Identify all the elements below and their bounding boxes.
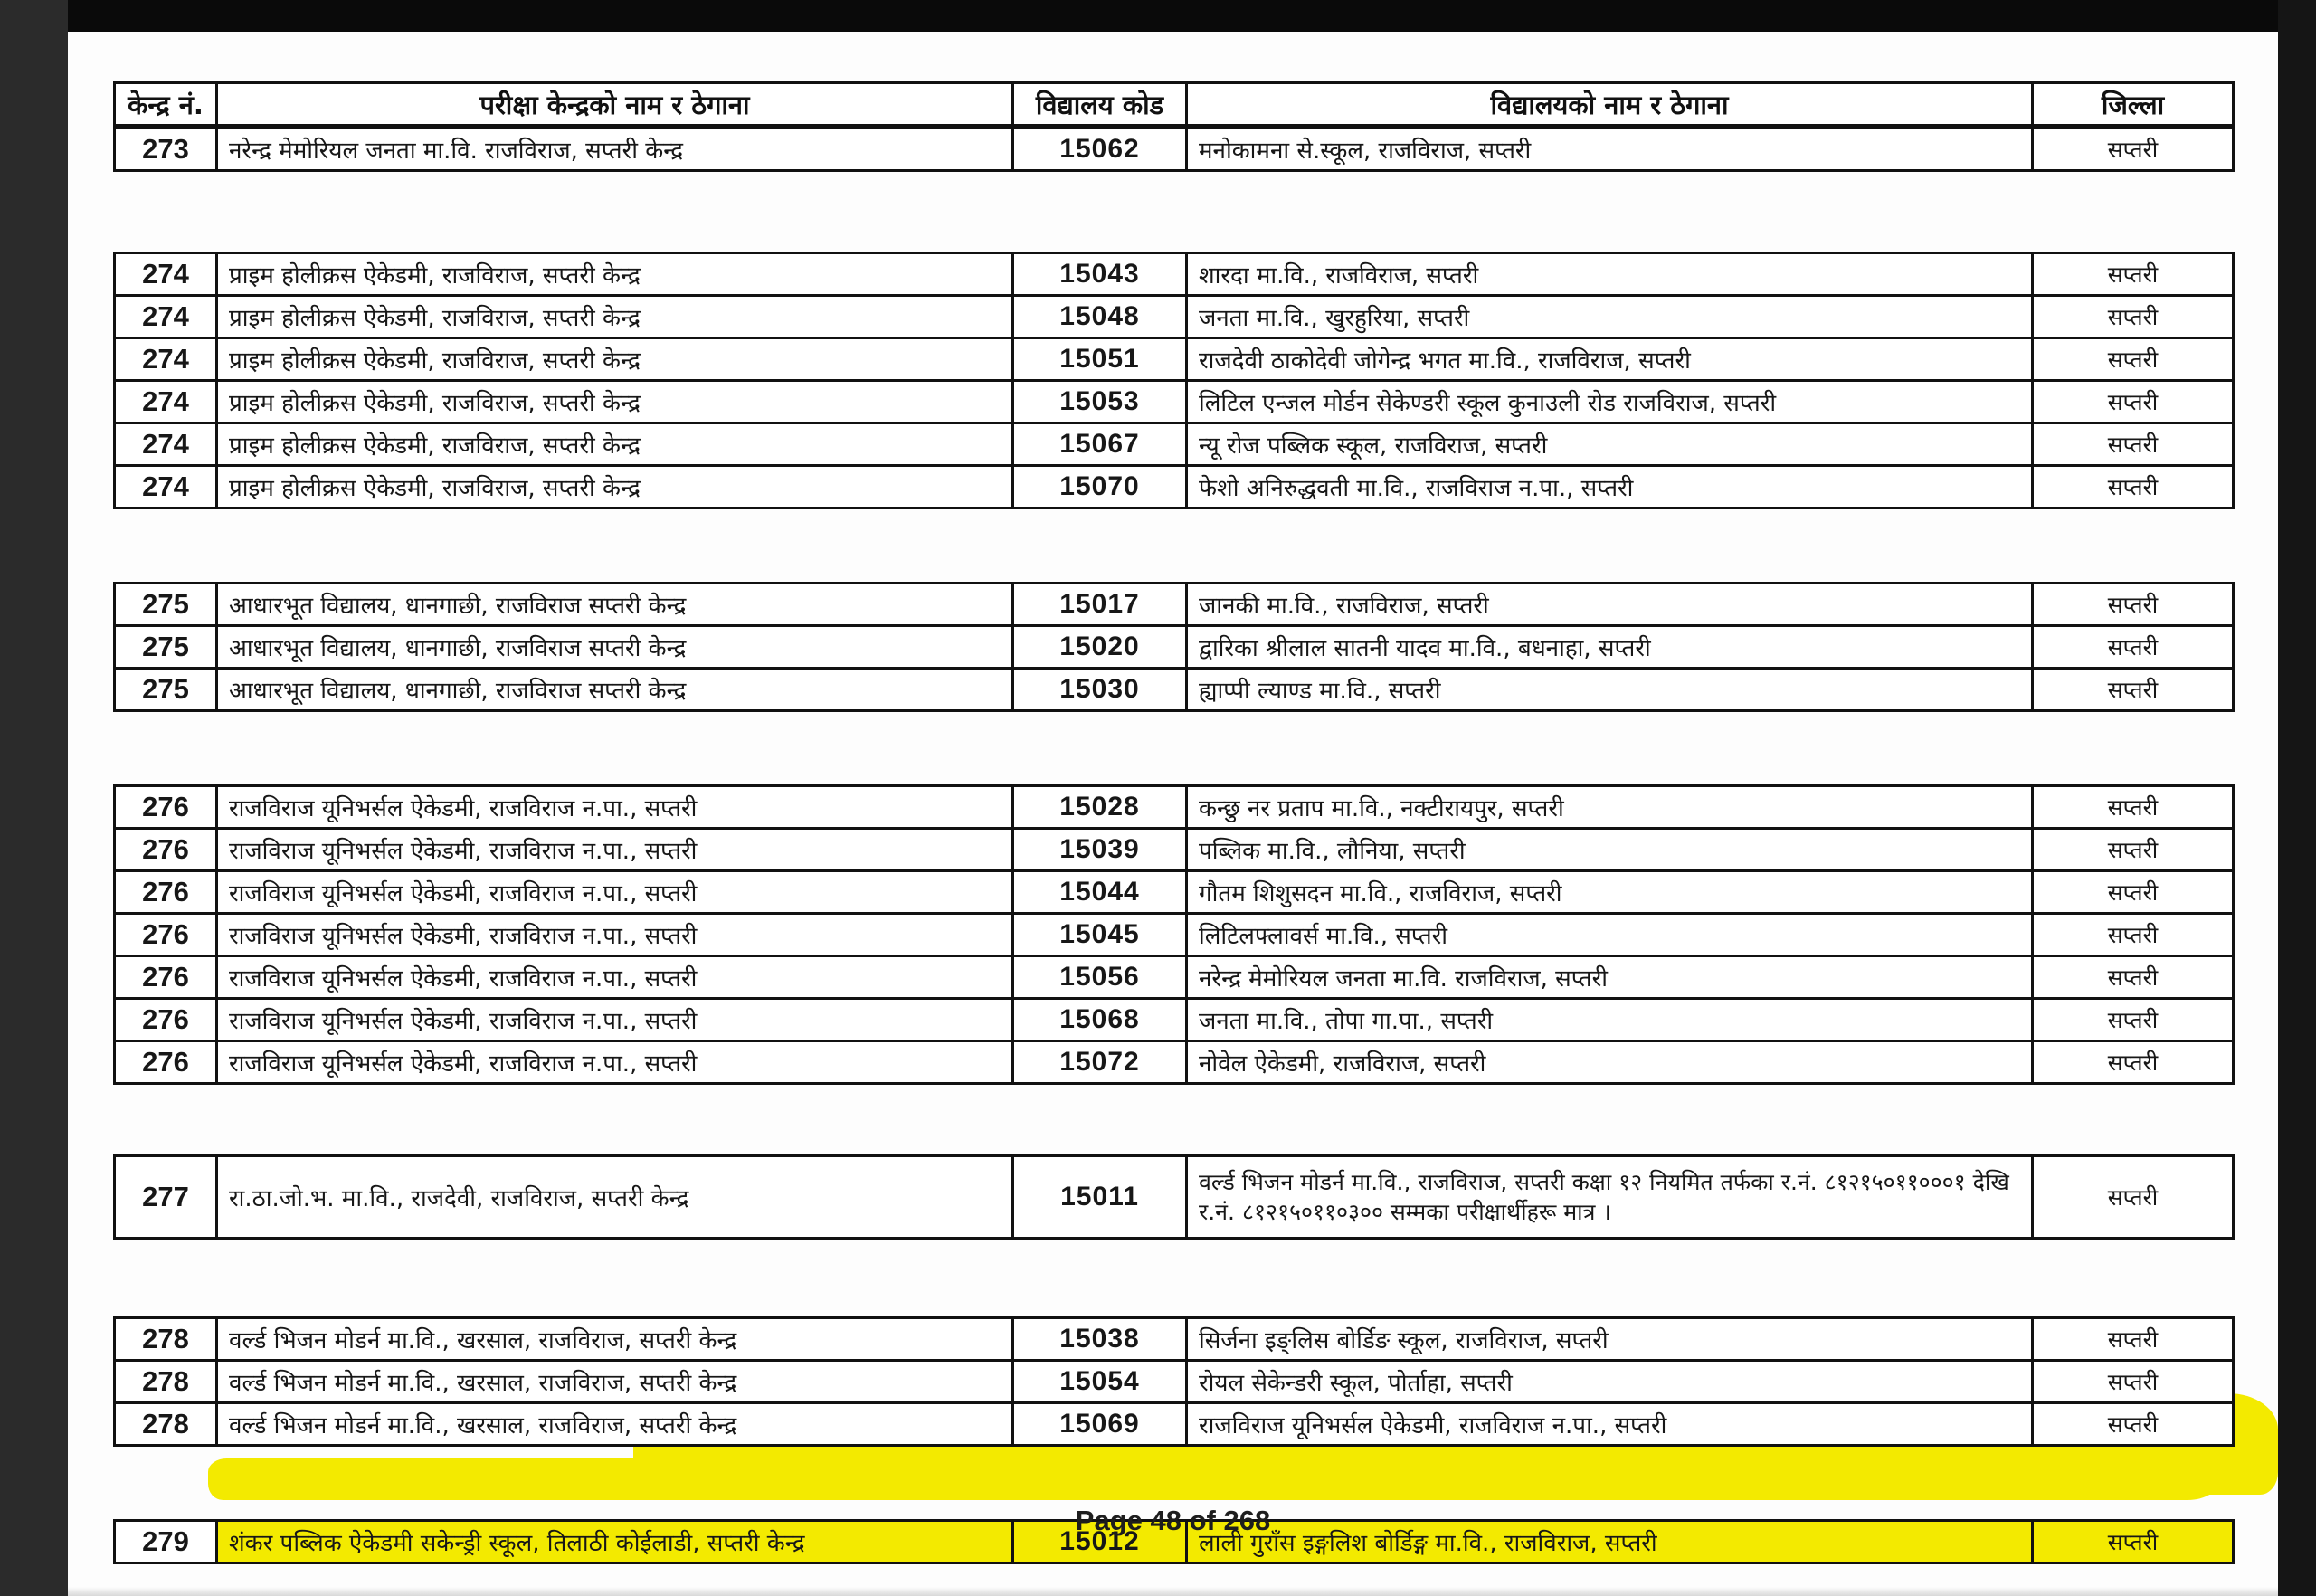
- table-row: [115, 786, 2234, 829]
- district-cell: सप्तरी: [2033, 999, 2234, 1041]
- center-no-cell: 276: [115, 956, 217, 999]
- center-no-cell: 276: [115, 871, 217, 914]
- school-name-cell: मनोकामना से.स्कूल, राजविराज, सप्तरी: [1187, 128, 2033, 171]
- district-cell: सप्तरी: [2033, 128, 2234, 171]
- table-row: [115, 626, 2234, 669]
- center-no-cell: 278: [115, 1361, 217, 1403]
- school-code-cell: 15043: [1013, 253, 1187, 296]
- center-no-cell: 275: [115, 584, 217, 626]
- table-row: [115, 381, 2234, 423]
- district-cell: सप्तरी: [2033, 829, 2234, 871]
- exam-center-cell: नरेन्द्र मेमोरियल जनता मा.वि. राजविराज, सप्तरी केन्द्र: [217, 128, 1013, 171]
- school-code-cell: 15068: [1013, 999, 1187, 1041]
- school-name-cell: जनता मा.वि., खुरहुरिया, सप्तरी: [1187, 296, 2033, 338]
- document-page: [68, 32, 2278, 1596]
- school-name-cell: राजदेवी ठाकोदेवी जोगेन्द्र भगत मा.वि., राजविराज, सप्तरी: [1187, 338, 2033, 381]
- exam-center-cell: आधारभूत विद्यालय, धानगाछी, राजविराज सप्तरी केन्द्र: [217, 626, 1013, 669]
- center-group-276: [113, 784, 2235, 1085]
- school-code-cell: 15028: [1013, 786, 1187, 829]
- school-code-cell: 15053: [1013, 381, 1187, 423]
- school-name-cell: लिटिल एन्जल मोर्डन सेकेण्डरी स्कूल कुनाउली रोड राजविराज, सप्तरी: [1187, 381, 2033, 423]
- table-row: [115, 584, 2234, 626]
- exam-center-cell: वर्ल्ड भिजन मोडर्न मा.वि., खरसाल, राजविराज, सप्तरी केन्द्र: [217, 1403, 1013, 1446]
- district-cell: सप्तरी: [2033, 381, 2234, 423]
- district-cell: सप्तरी: [2033, 871, 2234, 914]
- district-cell: सप्तरी: [2033, 1041, 2234, 1084]
- exam-center-cell: राजविराज यूनिभर्सल ऐकेडमी, राजविराज न.पा., सप्तरी: [217, 999, 1013, 1041]
- table-row: [115, 669, 2234, 711]
- district-cell: सप्तरी: [2033, 1521, 2234, 1563]
- center-no-cell: 274: [115, 338, 217, 381]
- school-name-cell: द्वारिका श्रीलाल सातनी यादव मा.वि., बधनाहा, सप्तरी: [1187, 626, 2033, 669]
- center-group-275: [113, 582, 2235, 712]
- center-no-cell: 274: [115, 423, 217, 466]
- school-name-cell: फेशो अनिरुद्धवती मा.वि., राजविराज न.पा., सप्तरी: [1187, 466, 2033, 508]
- school-name-cell: ह्याप्पी ल्याण्ड मा.वि., सप्तरी: [1187, 669, 2033, 711]
- table-row: [115, 1361, 2234, 1403]
- school-name-cell: नोवेल ऐकेडमी, राजविराज, सप्तरी: [1187, 1041, 2033, 1084]
- center-no-cell: 276: [115, 829, 217, 871]
- table-body-groups: [113, 127, 2235, 1564]
- school-code-cell: 15045: [1013, 914, 1187, 956]
- school-name-cell: राजविराज यूनिभर्सल ऐकेडमी, राजविराज न.पा., सप्तरी: [1187, 1403, 2033, 1446]
- district-cell: सप्तरी: [2033, 786, 2234, 829]
- district-cell: सप्तरी: [2033, 296, 2234, 338]
- school-code-cell: 15070: [1013, 466, 1187, 508]
- school-name-cell: रोयल सेकेन्डरी स्कूल, पोर्ताहा, सप्तरी: [1187, 1361, 2033, 1403]
- center-no-cell: 274: [115, 296, 217, 338]
- district-cell: सप्तरी: [2033, 1156, 2234, 1239]
- column-header-school-name: विद्यालयको नाम र ठेगाना: [1187, 83, 2033, 126]
- center-no-cell: 277: [115, 1156, 217, 1239]
- table-row: [115, 956, 2234, 999]
- exam-center-cell: राजविराज यूनिभर्सल ऐकेडमी, राजविराज न.पा., सप्तरी: [217, 914, 1013, 956]
- viewer-left-frame: [0, 0, 68, 1596]
- center-no-cell: 275: [115, 669, 217, 711]
- school-name-cell: कन्छु नर प्रताप मा.वि., नक्टीरायपुर, सप्तरी: [1187, 786, 2033, 829]
- school-code-cell: 15012: [1013, 1521, 1187, 1563]
- center-no-cell: 276: [115, 914, 217, 956]
- center-no-cell: 279: [115, 1521, 217, 1563]
- column-header-district: जिल्ला: [2033, 83, 2234, 126]
- district-cell: सप्तरी: [2033, 253, 2234, 296]
- column-header-school-code: विद्यालय कोड: [1013, 83, 1187, 126]
- table-row: [115, 338, 2234, 381]
- school-code-cell: 15051: [1013, 338, 1187, 381]
- table-row: [115, 1156, 2234, 1239]
- exam-center-cell: राजविराज यूनिभर्सल ऐकेडमी, राजविराज न.पा., सप्तरी: [217, 829, 1013, 871]
- school-name-cell: लिटिलफ्लावर्स मा.वि., सप्तरी: [1187, 914, 2033, 956]
- table-row: [115, 128, 2234, 171]
- table-row: [115, 423, 2234, 466]
- school-name-cell: शारदा मा.वि., राजविराज, सप्तरी: [1187, 253, 2033, 296]
- school-name-cell: सिर्जना इङ्लिस बोर्डिङ स्कूल, राजविराज, सप्तरी: [1187, 1318, 2033, 1361]
- exam-center-cell: प्राइम होलीक्रस ऐकेडमी, राजविराज, सप्तरी केन्द्र: [217, 381, 1013, 423]
- center-no-cell: 276: [115, 786, 217, 829]
- table-row: [115, 914, 2234, 956]
- exam-center-cell: प्राइम होलीक्रस ऐकेडमी, राजविराज, सप्तरी केन्द्र: [217, 466, 1013, 508]
- exam-center-cell: वर्ल्ड भिजन मोडर्न मा.वि., खरसाल, राजविराज, सप्तरी केन्द्र: [217, 1318, 1013, 1361]
- table-row: [115, 1318, 2234, 1361]
- school-name-cell: जनता मा.वि., तोपा गा.पा., सप्तरी: [1187, 999, 2033, 1041]
- table-row: [115, 829, 2234, 871]
- center-group-274: [113, 252, 2235, 509]
- exam-center-cell: प्राइम होलीक्रस ऐकेडमी, राजविराज, सप्तरी केन्द्र: [217, 423, 1013, 466]
- school-code-cell: 15039: [1013, 829, 1187, 871]
- district-cell: सप्तरी: [2033, 1318, 2234, 1361]
- exam-center-cell: प्राइम होलीक्रस ऐकेडमी, राजविराज, सप्तरी केन्द्र: [217, 296, 1013, 338]
- table-row: [115, 871, 2234, 914]
- school-name-cell: नरेन्द्र मेमोरियल जनता मा.वि. राजविराज, सप्तरी: [1187, 956, 2033, 999]
- table-row: [115, 1041, 2234, 1084]
- school-name-cell: न्यू रोज पब्लिक स्कूल, राजविराज, सप्तरी: [1187, 423, 2033, 466]
- district-cell: सप्तरी: [2033, 466, 2234, 508]
- district-cell: सप्तरी: [2033, 626, 2234, 669]
- center-no-cell: 273: [115, 128, 217, 171]
- center-group-273: [113, 127, 2235, 172]
- school-name-cell: वर्ल्ड भिजन मोडर्न मा.वि., राजविराज, सप्तरी कक्षा १२ नियमित तर्फका र.नं. ८१२१५०११०००१ देखि र.नं. ८१२१५०११०३०० सम्मका परीक्षार्थीहरू मात्र ।: [1187, 1156, 2033, 1239]
- exam-center-cell: राजविराज यूनिभर्सल ऐकेडमी, राजविराज न.पा., सप्तरी: [217, 871, 1013, 914]
- exam-center-cell: राजविराज यूनिभर्सल ऐकेडमी, राजविराज न.पा., सप्तरी: [217, 956, 1013, 999]
- table-row: [115, 296, 2234, 338]
- school-code-cell: 15044: [1013, 871, 1187, 914]
- school-code-cell: 15038: [1013, 1318, 1187, 1361]
- district-cell: सप्तरी: [2033, 423, 2234, 466]
- school-code-cell: 15054: [1013, 1361, 1187, 1403]
- center-no-cell: 274: [115, 381, 217, 423]
- school-name-cell: लाली गुराँस इङ्गलिश बोर्डिङ्ग मा.वि., राजविराज, सप्तरी: [1187, 1521, 2033, 1563]
- column-header-exam-center: परीक्षा केन्द्रको नाम र ठेगाना: [217, 83, 1013, 126]
- school-code-cell: 15069: [1013, 1403, 1187, 1446]
- school-code-cell: 15067: [1013, 423, 1187, 466]
- table-header: [113, 81, 2235, 127]
- district-cell: सप्तरी: [2033, 1361, 2234, 1403]
- table-row: [115, 1403, 2234, 1446]
- center-group-277: [113, 1154, 2235, 1240]
- school-name-cell: पब्लिक मा.वि., लौनिया, सप्तरी: [1187, 829, 2033, 871]
- school-code-cell: 15011: [1013, 1156, 1187, 1239]
- column-header-center-no: केन्द्र नं.: [115, 83, 217, 126]
- center-no-cell: 274: [115, 253, 217, 296]
- center-no-cell: 275: [115, 626, 217, 669]
- exam-center-cell: शंकर पब्लिक ऐकेडमी सकेन्ड्री स्कूल, तिलाठी कोईलाडी, सप्तरी केन्द्र: [217, 1521, 1013, 1563]
- center-no-cell: 278: [115, 1403, 217, 1446]
- exam-center-cell: राजविराज यूनिभर्सल ऐकेडमी, राजविराज न.पा., सप्तरी: [217, 786, 1013, 829]
- center-no-cell: 276: [115, 999, 217, 1041]
- district-cell: सप्तरी: [2033, 956, 2234, 999]
- exam-center-cell: वर्ल्ड भिजन मोडर्न मा.वि., खरसाल, राजविराज, सप्तरी केन्द्र: [217, 1361, 1013, 1403]
- exam-center-cell: आधारभूत विद्यालय, धानगाछी, राजविराज सप्तरी केन्द्र: [217, 669, 1013, 711]
- school-code-cell: 15056: [1013, 956, 1187, 999]
- exam-center-cell: राजविराज यूनिभर्सल ऐकेडमी, राजविराज न.पा., सप्तरी: [217, 1041, 1013, 1084]
- viewer-top-frame: [68, 0, 2316, 32]
- viewer-right-frame: [2278, 0, 2316, 1596]
- page-indicator: Page 48 of 268: [1075, 1505, 1271, 1536]
- center-no-cell: 276: [115, 1041, 217, 1084]
- table-row: [115, 253, 2234, 296]
- district-cell: सप्तरी: [2033, 914, 2234, 956]
- school-code-cell: 15017: [1013, 584, 1187, 626]
- center-no-cell: 278: [115, 1318, 217, 1361]
- exam-center-cell: प्राइम होलीक्रस ऐकेडमी, राजविराज, सप्तरी केन्द्र: [217, 253, 1013, 296]
- exam-center-cell: आधारभूत विद्यालय, धानगाछी, राजविराज सप्तरी केन्द्र: [217, 584, 1013, 626]
- school-code-cell: 15030: [1013, 669, 1187, 711]
- district-cell: सप्तरी: [2033, 1403, 2234, 1446]
- exam-center-cell: प्राइम होलीक्रस ऐकेडमी, राजविराज, सप्तरी केन्द्र: [217, 338, 1013, 381]
- exam-center-cell: रा.ठा.जो.भ. मा.वि., राजदेवी, राजविराज, सप्तरी केन्द्र: [217, 1156, 1013, 1239]
- exam-centers-table: [113, 81, 2235, 1564]
- district-cell: सप्तरी: [2033, 584, 2234, 626]
- school-code-cell: 15020: [1013, 626, 1187, 669]
- district-cell: सप्तरी: [2033, 338, 2234, 381]
- table-row: [115, 466, 2234, 508]
- district-cell: सप्तरी: [2033, 669, 2234, 711]
- school-code-cell: 15062: [1013, 128, 1187, 171]
- school-code-cell: 15048: [1013, 296, 1187, 338]
- school-code-cell: 15072: [1013, 1041, 1187, 1084]
- school-name-cell: जानकी मा.वि., राजविराज, सप्तरी: [1187, 584, 2033, 626]
- center-group-278: [113, 1316, 2235, 1447]
- school-name-cell: गौतम शिशुसदन मा.वि., राजविराज, सप्तरी: [1187, 871, 2033, 914]
- table-row: [115, 999, 2234, 1041]
- header-row: [115, 83, 2234, 126]
- center-no-cell: 274: [115, 466, 217, 508]
